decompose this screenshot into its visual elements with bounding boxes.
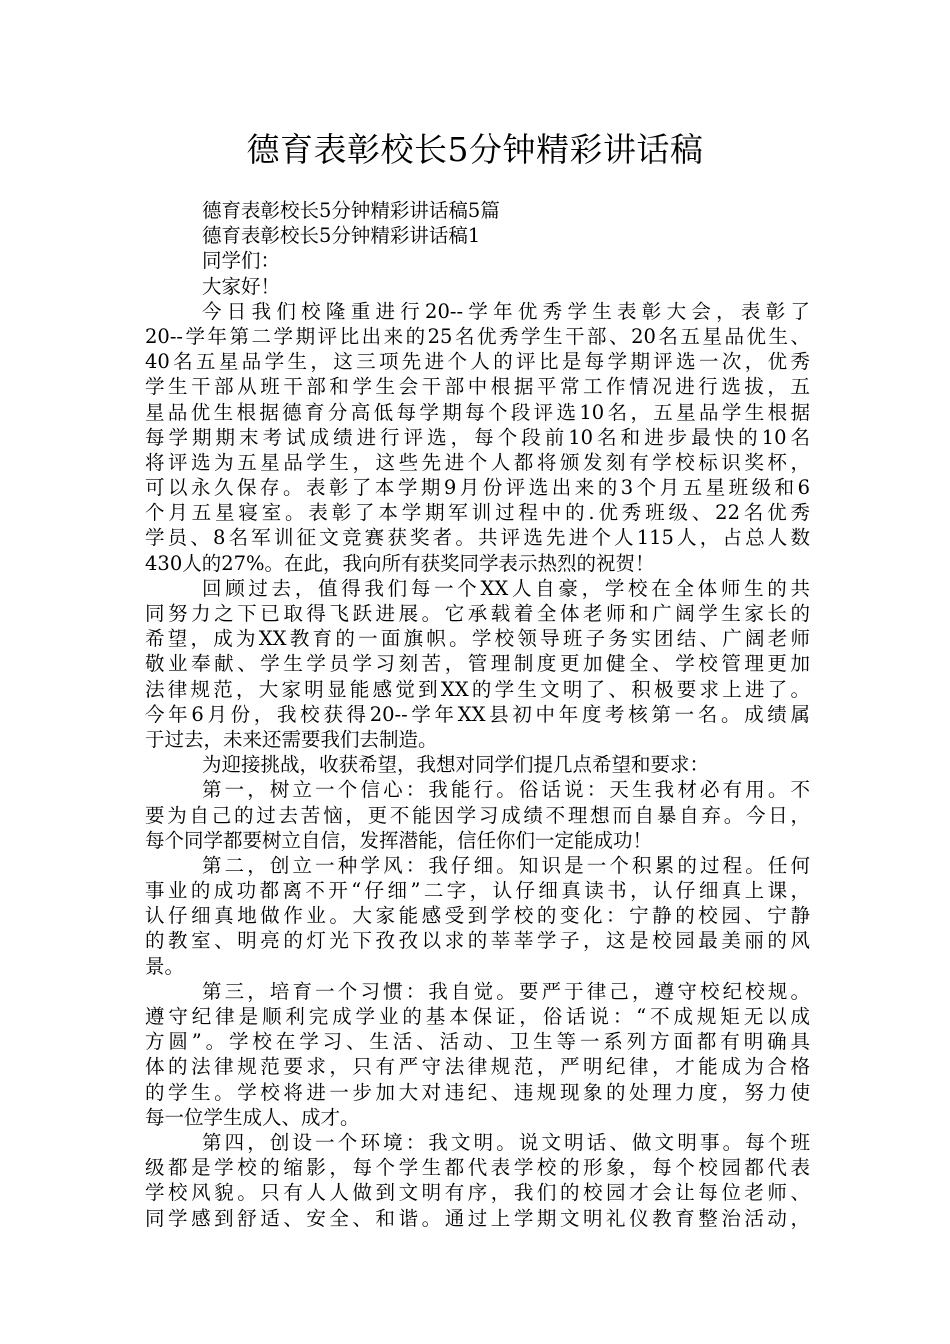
text-line: 回顾过去，值得我们每一个XX人自豪，学校在全体师生的共 — [202, 576, 810, 600]
text-line: 景。 — [145, 954, 185, 978]
text-line: 方圆”。学校在学习、生活、活动、卫生等一系列方面都有明确具 — [145, 1030, 810, 1054]
text-line: 学员、8名军训征文竞赛获奖者。共评选先进个人115人，占总人数 — [145, 526, 810, 550]
text-line: 将评选为五星品学生，这些先进个人都将颁发刻有学校标识奖杯， — [145, 450, 810, 474]
text-line: 希望，成为XX教育的一面旗帜。学校领导班子务实团结、广阔老师 — [145, 627, 810, 651]
text-line: 第一，树立一个信心：我能行。俗话说：天生我材必有用。不 — [202, 778, 810, 802]
text-line: 星品优生根据德育分高低每学期每个段评选10名，五星品学生根据 — [145, 400, 810, 424]
text-line: 敬业奉献、学生学员学习刻苦，管理制度更加健全、学校管理更加 — [145, 652, 810, 676]
text-line: 德育表彰校长5分钟精彩讲话稿1 — [202, 224, 481, 248]
text-line: 遵守纪律是顺利完成学业的基本保证，俗话说：“不成规矩无以成 — [145, 1005, 810, 1028]
text-line: 级都是学校的缩影，每个学生都代表学校的形象，每个校园都代表 — [145, 1156, 810, 1180]
text-line: 每一位学生成人、成才。 — [145, 1105, 360, 1129]
text-line: 第四，创设一个环境：我文明。说文明话、做文明事。每个班 — [202, 1130, 810, 1154]
text-line: 事业的成功都离不开“仔细”二字，认仔细真读书，认仔细真上课， — [145, 879, 810, 903]
text-line: 法律规范，大家明显能感觉到XX的学生文明了、积极要求上进了。 — [145, 677, 810, 701]
text-line: 430人的27%。在此，我向所有获奖同学表示热烈的祝贺！ — [145, 551, 655, 575]
text-line: 第三，培育一个习惯：我自觉。要严于律己，遵守校纪校规。 — [202, 979, 810, 1003]
text-line: 德育表彰校长5分钟精彩讲话稿5篇 — [202, 199, 500, 222]
text-line: 于过去，未来还需要我们去制造。 — [145, 727, 438, 751]
text-line: 学校风貌。只有人人做到文明有序，我们的校园才会让每位老师、 — [145, 1181, 810, 1205]
text-line: 个月五星寝室。表彰了本学期军训过程中的.优秀班级、22名优秀 — [145, 501, 810, 525]
text-line: 体的法律规范要求，只有严守法律规范，严明纪律，才能成为合格 — [145, 1055, 810, 1079]
text-line: 今年6月份，我校获得20--学年XX县初中年度考核第一名。成绩属 — [145, 702, 810, 726]
document-body — [145, 198, 810, 1231]
text-line: 20--学年第二学期评比出来的25名优秀学生干部、20名五星品优生、 — [145, 324, 810, 348]
text-line: 40名五星品学生，这三项先进个人的评比是每学期评选一次，优秀 — [145, 350, 810, 374]
text-line: 学生干部从班干部和学生会干部中根据平常工作情况进行选拔，五 — [145, 375, 810, 399]
document-title: 德育表彰校长5分钟精彩讲话稿 — [246, 130, 704, 169]
text-line: 的教室、明亮的灯光下孜孜以求的莘莘学子，这是校园最美丽的风 — [145, 929, 810, 953]
text-line: 每学期期末考试成绩进行评选，每个段前10名和进步最快的10名 — [145, 425, 810, 449]
text-line: 大家好！ — [202, 274, 281, 298]
text-line: 今日我们校隆重进行20--学年优秀学生表彰大会，表彰了 — [202, 299, 810, 323]
text-line: 可以永久保存。表彰了本学期9月份评选出来的3个月五星班级和6 — [145, 476, 810, 500]
text-line: 认仔细真地做作业。大家能感受到学校的变化：宁静的校园、宁静 — [145, 904, 810, 928]
text-line: 的学生。学校将进一步加大对违纪、违规现象的处理力度，努力使 — [145, 1080, 810, 1104]
text-line: 同学感到舒适、安全、和谐。通过上学期文明礼仪教育整治活动， — [145, 1206, 810, 1230]
text-line: 第二，创立一种学风：我仔细。知识是一个积累的过程。任何 — [202, 853, 810, 877]
text-line: 每个同学都要树立自信，发挥潜能，信任你们一定能成功！ — [145, 828, 653, 852]
text-line: 同努力之下已取得飞跃进展。它承载着全体老师和广阔学生家长的 — [145, 602, 810, 625]
text-line: 要为自己的过去苦恼，更不能因学习成绩不理想而自暴自弃。今日， — [145, 803, 810, 827]
text-line: 同学们： — [202, 249, 281, 273]
text-line: 为迎接挑战，收获希望，我想对同学们提几点希望和要求： — [202, 753, 710, 777]
